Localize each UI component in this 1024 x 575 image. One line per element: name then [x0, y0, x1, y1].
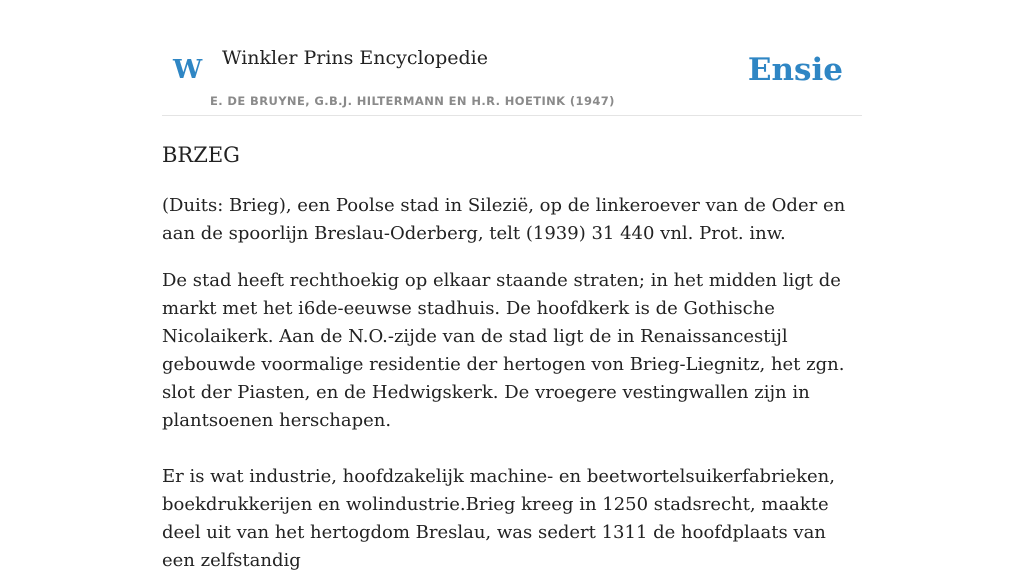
article-paragraph: De stad heeft rechthoekig op elkaar staande straten; in het midden ligt de markt met het i6de-eeuwse stadhuis. De hoofdkerk is de Gothische Nicolaikerk. Aan de N.O.-zijde van de stad ligt de in Renaissancestijl gebouwde voormalige residentie der hertogen von Brieg-Liegnitz, het zgn. slot der Piasten, en de Hedwigskerk. De vroegere vestingwallen zijn in plantsoenen herschapen.: [162, 270, 845, 431]
ensie-brand-link[interactable]: Ensie: [747, 52, 843, 88]
article-paragraph: Er is wat industrie, hoofdzakelijk machine- en beetwortelsuikerfabrieken, boekdrukkerijen en wolindustrie.Brieg kreeg in 1250 stadsrecht, maakte deel uit van het hertogdom Breslau, was sedert 1311 de hoofdplaats van een zelfstandig: [162, 466, 835, 571]
article-paragraph: (Duits: Brieg), een Poolse stad in Silezië, op de linkeroever van de Oder en aan de spoorlijn Breslau-Oderberg, telt (1939) 31 440 vnl. Prot. inw.: [162, 195, 846, 244]
source-authors: E. DE BRUYNE, G.B.J. HILTERMANN EN H.R. HOETINK (1947): [210, 94, 615, 108]
source-header: [162, 0, 862, 116]
source-title[interactable]: Winkler Prins Encyclopedie: [222, 47, 488, 69]
winkler-prins-logo-icon: W: [173, 55, 203, 85]
article-title: BRZEG: [162, 143, 240, 167]
article: [162, 138, 862, 575]
